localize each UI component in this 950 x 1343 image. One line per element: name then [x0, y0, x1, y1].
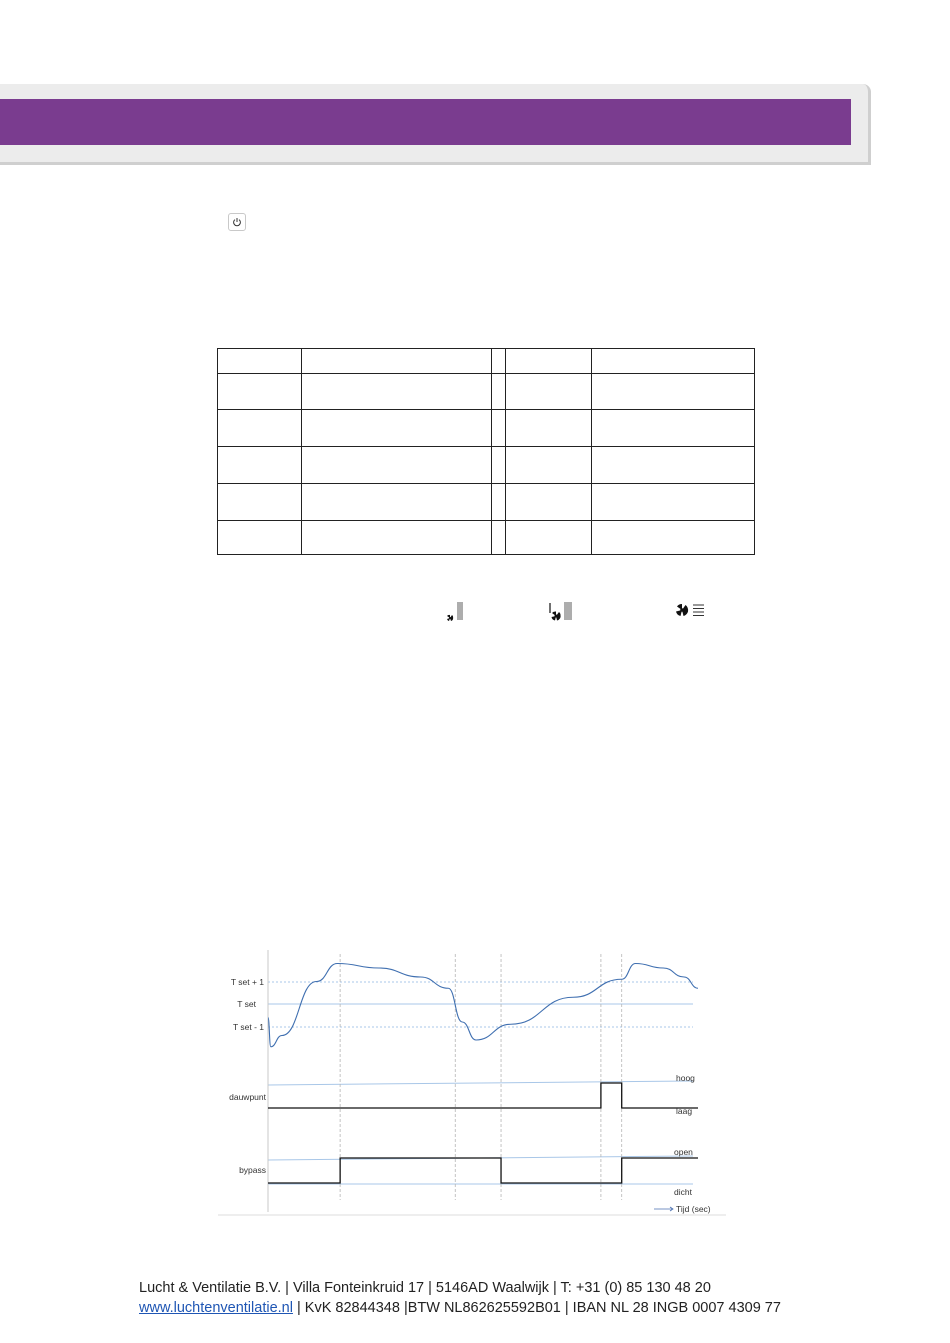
fan-low-icon: [444, 601, 466, 623]
table-row: [218, 374, 755, 410]
footer-website-link[interactable]: www.luchtenventilatie.nl: [139, 1300, 293, 1316]
label-dewpoint: dauwpunt: [229, 1092, 266, 1102]
fan-high-icon: [674, 601, 706, 621]
label-time-axis: Tijd (sec): [676, 1204, 711, 1214]
page-footer: [139, 1278, 839, 1318]
label-dewpoint-low: laag: [676, 1106, 693, 1116]
temperature-curve: [268, 964, 698, 1047]
bypass-signal: [268, 1158, 698, 1183]
table-row: [218, 410, 755, 447]
chart-svg: [218, 950, 730, 1220]
power-icon: [228, 213, 246, 231]
label-tset-minus: T set - 1: [232, 1022, 264, 1032]
dewpoint-high-line: [268, 1081, 693, 1085]
footer-registration: [139, 1298, 839, 1318]
bypass-timing-chart: [218, 950, 730, 1220]
data-table: [217, 348, 755, 555]
header-bar: [0, 99, 851, 145]
footer-address: Lucht & Ventilatie B.V. | Villa Fonteinkruid 17 | 5146AD Waalwijk | T: +31 (0) 85 130 48 20: [139, 1280, 711, 1296]
table-row: [218, 447, 755, 484]
footer-company-ids: | KvK 82844348 |BTW NL862625592B01 | IBAN NL 28 INGB 0007 4309 77: [292, 1300, 781, 1316]
label-tset: T set: [237, 999, 256, 1009]
fan-medium-icon: [548, 601, 574, 623]
table-row: [218, 484, 755, 521]
label-tset-plus: T set + 1: [230, 977, 264, 987]
table-row: [218, 349, 755, 374]
label-bypass-closed: dicht: [674, 1187, 692, 1197]
table-row: [218, 521, 755, 555]
label-bypass-open: open: [674, 1147, 693, 1157]
label-dewpoint-high: hoog: [676, 1073, 695, 1083]
dewpoint-signal: [268, 1083, 698, 1108]
label-bypass: bypass: [239, 1165, 266, 1175]
